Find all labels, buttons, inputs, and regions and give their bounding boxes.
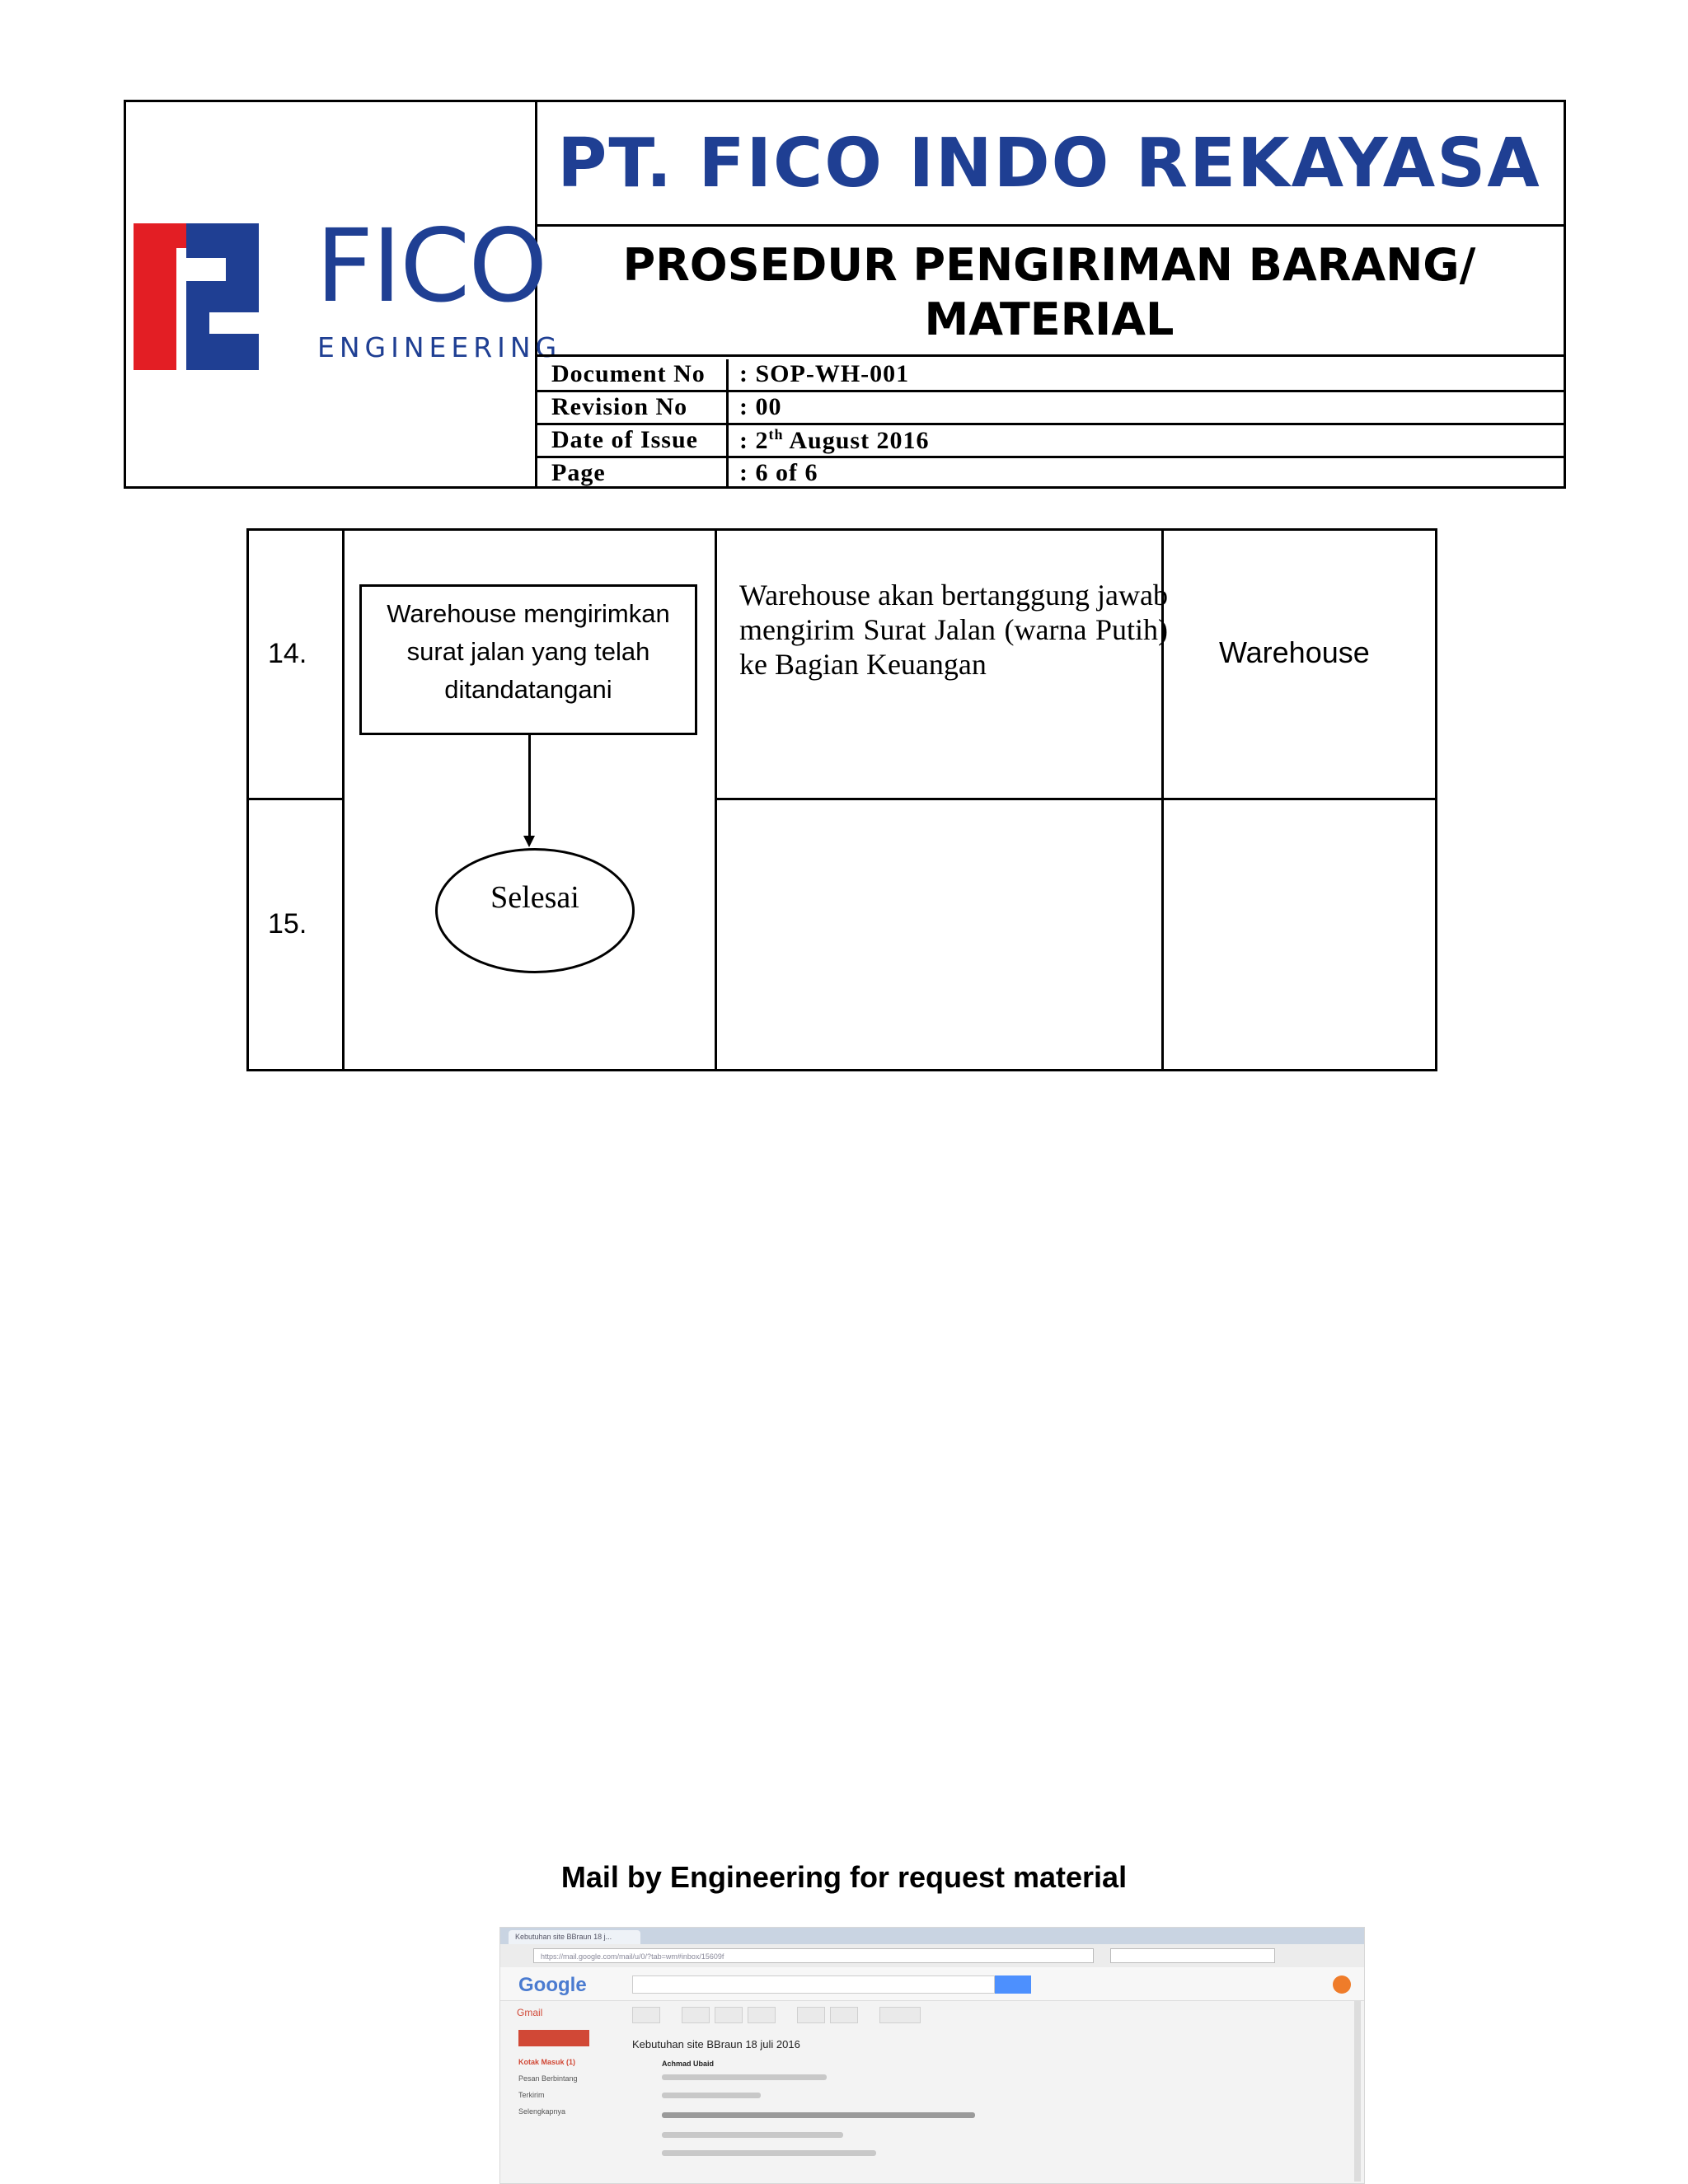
step-description-14: Warehouse akan bertanggung jawab mengirim Surat Jalan (warna Putih) ke Bagian Keuangan [739,579,1168,681]
document-header [124,100,1566,489]
google-logo: Google [518,1974,587,1996]
email-toolbar [632,2005,1357,2025]
gmail-search-input [632,1975,995,1994]
logo-subtitle: ENGINEERING [317,331,562,363]
logo-wordmark: FICO [316,208,546,325]
step-number-15: 15. [268,908,307,940]
meta-value: : 00 [739,393,782,420]
meta-value: : 6 of 6 [739,459,818,486]
meta-row-date-of-issue [535,425,1564,458]
meta-label: Date of Issue [551,426,698,453]
sidebar-item-inbox: Kotak Masuk (1) [518,2058,576,2066]
logo-cell [126,102,562,486]
figure-caption: Mail by Engineering for request material [560,1860,1128,1894]
browser-tabbar [500,1928,1364,1944]
meta-value: : 2th August 2016 [739,426,930,454]
company-name: PT. FICO INDO REKAYASA [535,102,1564,227]
gmail-topbar [500,1967,1364,2001]
compose-button [518,2030,589,2046]
email-screenshot [499,1927,1365,2184]
sidebar-item-more: Selengkapnya [518,2107,566,2116]
meta-label: Page [551,459,606,486]
process-box: Warehouse mengirimkan surat jalan yang telah ditandatangani [359,584,697,735]
procedure-flow-table [246,528,1437,1071]
gmail-sidebar [500,2000,624,2184]
avatar [1333,1975,1351,1994]
step-pic-14: Warehouse [1219,635,1370,669]
document-meta-table [535,359,1564,489]
scrollbar [1354,2000,1361,2182]
document-title-line2: MATERIAL [924,293,1175,345]
email-subject: Kebutuhan site BBraun 18 juli 2016 [632,2038,800,2050]
flow-arrow [528,735,531,837]
arrow-head-icon [523,836,535,847]
browser-urlbar [500,1944,1364,1968]
terminal-end: Selesai [435,848,635,973]
email-sender: Achmad Ubaid [662,2060,715,2068]
email-content [632,2000,1357,2184]
meta-label: Document No [551,360,706,387]
document-title-line1: PROSEDUR PENGIRIMAN BARANG/ [622,239,1476,291]
sidebar-item-starred: Pesan Berbintang [518,2074,578,2083]
meta-label: Revision No [551,393,688,420]
sidebar-item-sent: Terkirim [518,2091,545,2099]
browser-tab: Kebutuhan site BBraun 18 j... [509,1930,640,1944]
meta-row-page [535,458,1564,489]
document-title [535,227,1564,357]
meta-value: : SOP-WH-001 [739,360,910,387]
fico-logo-mark-icon [134,223,259,370]
step-number-14: 14. [268,638,307,669]
url-field: https://mail.google.com/mail/u/0/?tab=wm#inbox/15609f [533,1948,1094,1963]
meta-row-revision-no [535,392,1564,425]
gmail-label: Gmail [517,2007,543,2018]
browser-search-field [1110,1948,1275,1963]
search-icon [995,1975,1031,1994]
meta-row-document-no [535,359,1564,392]
